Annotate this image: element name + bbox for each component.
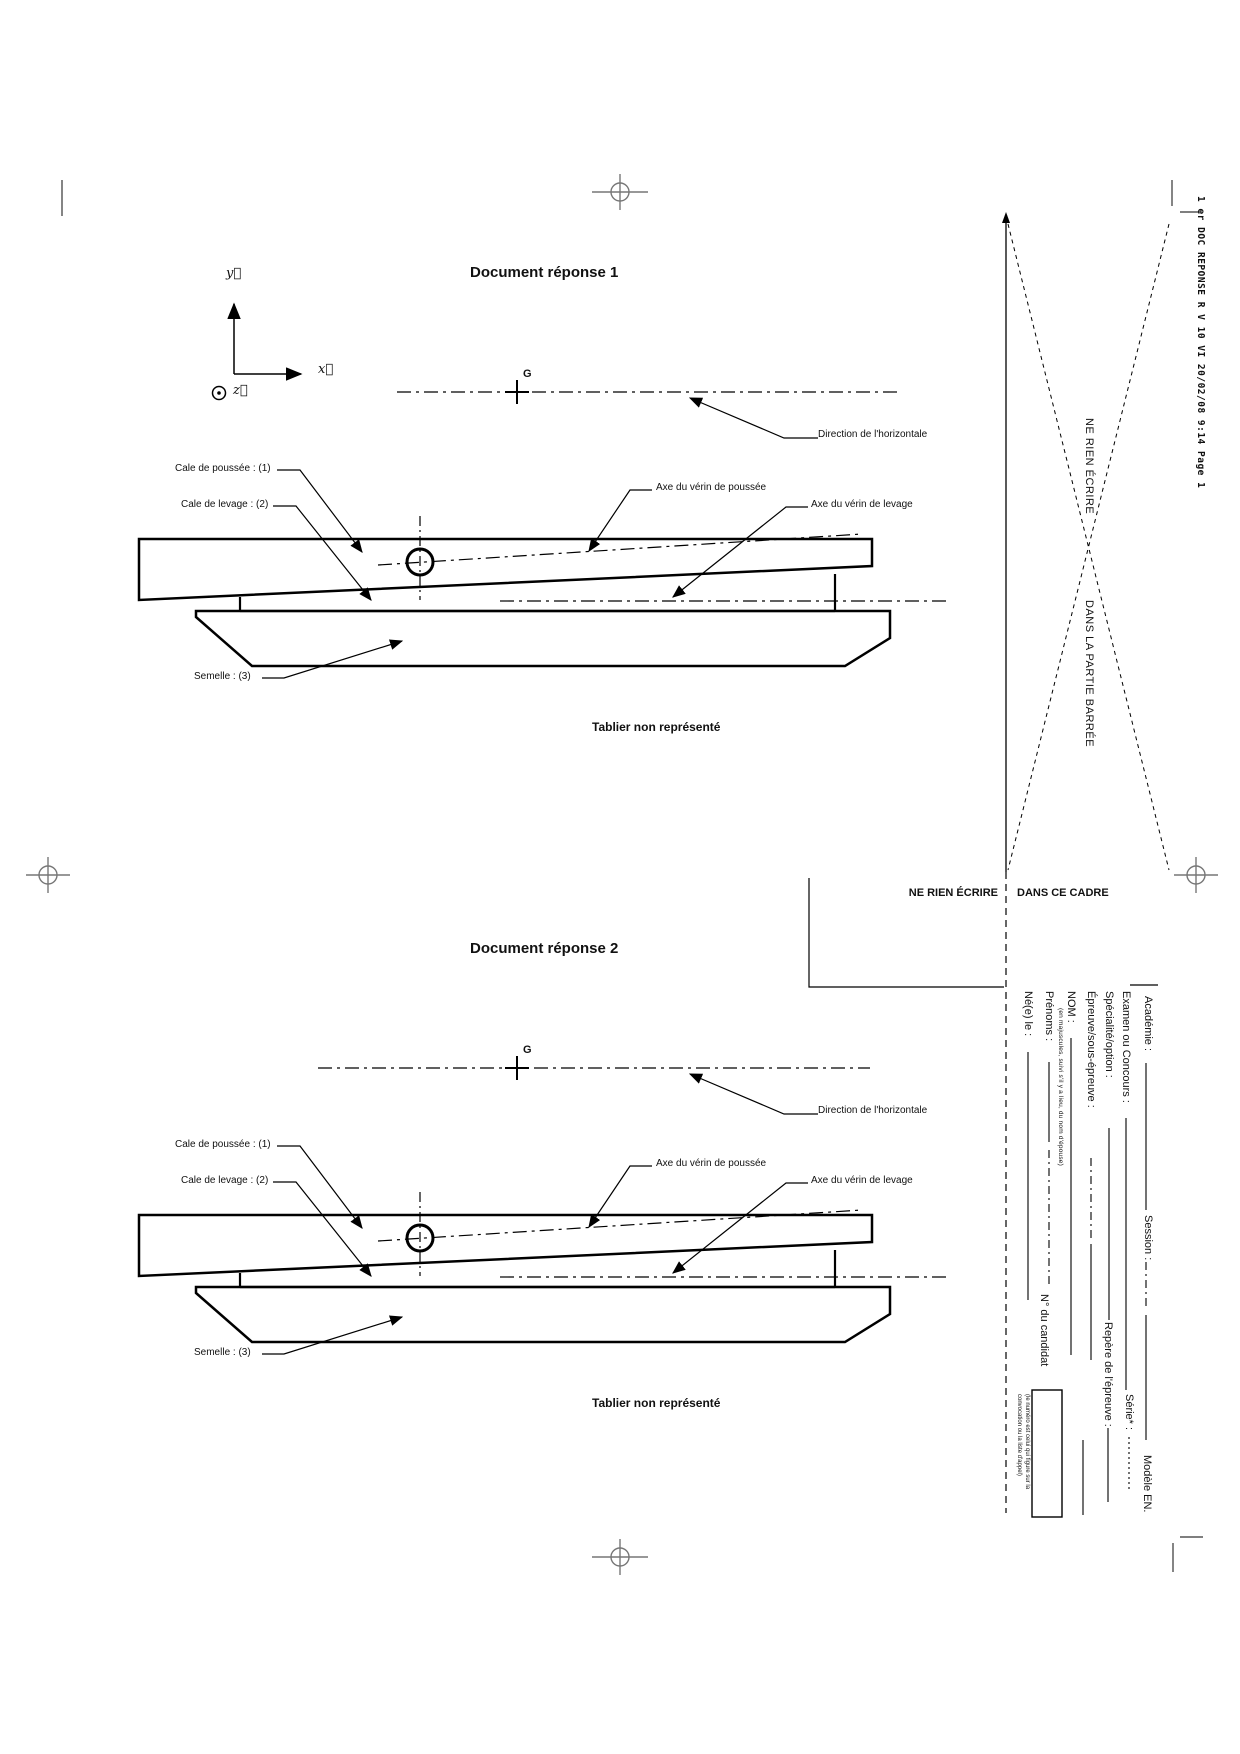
frame-notice-left: NE RIEN ÉCRIRE (908, 887, 998, 899)
form-field-examen: Examen ou Concours : (1120, 991, 1132, 1103)
form-field-ne-le: Né(e) le : (1022, 991, 1034, 1037)
diagram2-axe-levage-label: Axe du vérin de levage (811, 1175, 913, 1186)
diagram1-g-label: G (523, 368, 532, 380)
form-field-nom: NOM : (1065, 991, 1077, 1023)
diagram2-cale-poussee-label: Cale de poussée : (1) (175, 1139, 271, 1150)
diagram1-lines (139, 380, 950, 678)
form-field-serie: Série* : (1123, 1394, 1135, 1431)
form-candidat-note (1015, 1394, 1030, 1489)
diagram1-title: Document réponse 1 (470, 264, 619, 281)
axis-z-label: z⃗ (233, 383, 248, 398)
diagram1-direction-label: Direction de l'horizontale (818, 429, 928, 440)
diagram1-axe-levage-label: Axe du vérin de levage (811, 499, 913, 510)
axis-y-label: y⃗ (226, 266, 242, 281)
diagram2-g-label: G (523, 1044, 532, 1056)
barred-zone-text-1: NE RIEN ÉCRIRE (1083, 418, 1095, 515)
form-field-epreuve: Épreuve/sous-épreuve : (1085, 991, 1097, 1108)
barred-zone-lines (1002, 212, 1169, 1513)
form-field-repere: Repère de l'épreuve : (1102, 1322, 1114, 1427)
diagram1-cale-levage-label: Cale de levage : (2) (181, 499, 269, 510)
candidate-number-box (1032, 1390, 1062, 1517)
frame-notice-right: DANS CE CADRE (1017, 887, 1109, 899)
axis-x-label: x⃗ (318, 362, 334, 377)
diagram2-direction-label: Direction de l'horizontale (818, 1105, 928, 1116)
diagram2-semelle-label: Semelle : (3) (194, 1347, 251, 1358)
form-field-session: Session : (1142, 1215, 1154, 1261)
print-header: 1 er DOC REPONSE R V 10 VI 20/02/08 9:14 Page 1 (1195, 196, 1206, 489)
form-modele-label: Modèle EN. (1141, 1455, 1153, 1513)
form-ruling (1028, 1038, 1146, 1517)
diagram1-cale-poussee-label: Cale de poussée : (1) (175, 463, 271, 474)
form-field-candidat: N° du candidat (1038, 1294, 1050, 1367)
diagram2-title: Document réponse 2 (470, 940, 619, 957)
diagram2-lines (139, 1056, 950, 1354)
diagram1-axe-poussee-label: Axe du vérin de poussée (656, 482, 767, 493)
form-field-prenoms: Prénoms : (1043, 991, 1055, 1042)
diagram2-cale-levage-label: Cale de levage : (2) (181, 1175, 269, 1186)
form-candidat-note-line1: (le numéro est celui qui figure sur la (1024, 1394, 1030, 1490)
diagram2-axe-poussee-label: Axe du vérin de poussée (656, 1158, 767, 1169)
barred-zone-text-2: DANS LA PARTIE BARRÉE (1083, 600, 1095, 748)
diagram1-semelle-label: Semelle : (3) (194, 671, 251, 682)
diagram1-axes-symbol (213, 304, 302, 400)
form-field-academie: Académie : (1142, 996, 1154, 1052)
diagram2-tablier-note: Tablier non représenté (592, 1396, 721, 1410)
form-candidat-note-line2: convocation ou la liste d'appel) (1016, 1394, 1023, 1476)
diagram1-tablier-note: Tablier non représenté (592, 720, 721, 734)
form-field-specialite: Spécialité/option : (1103, 991, 1115, 1078)
form-nom-note: (en majuscules, suivi s'il y a lieu, du nom d'épouse) (1057, 1008, 1064, 1166)
